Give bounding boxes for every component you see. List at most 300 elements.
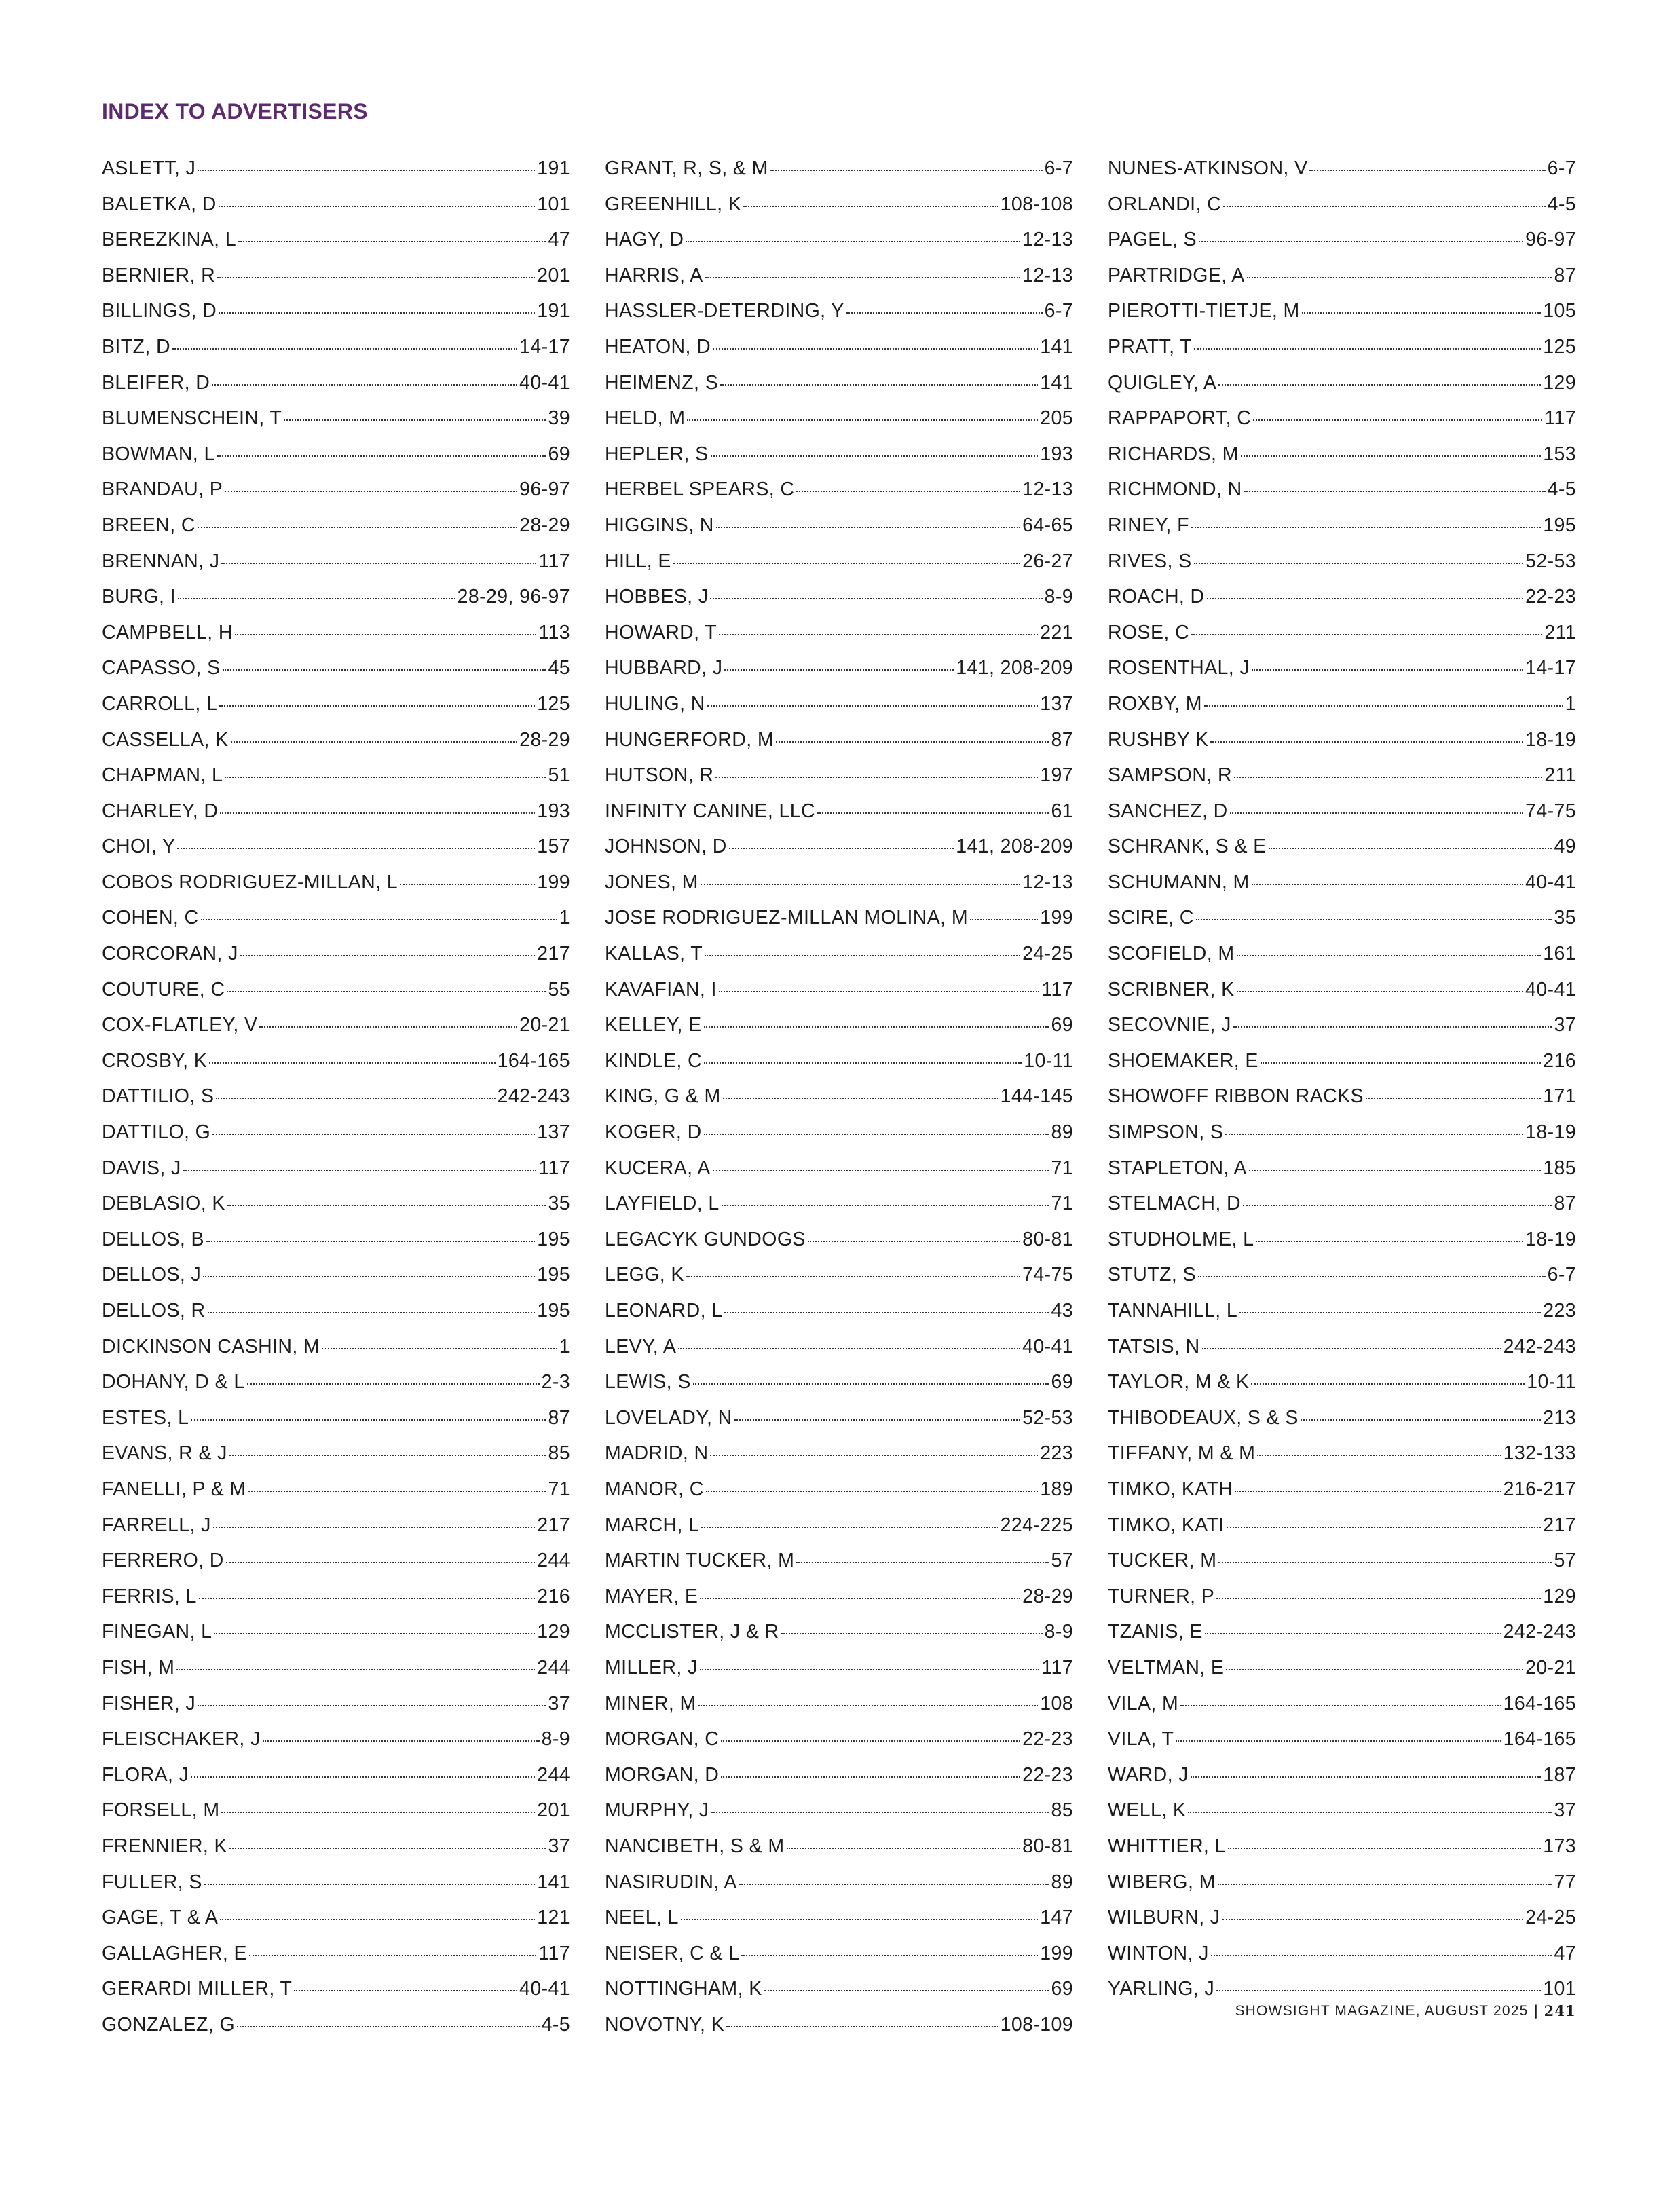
page-reference: 216-217 (1503, 1478, 1576, 1500)
advertiser-name: HARRIS, A (605, 264, 703, 286)
page-reference: 244 (537, 1763, 570, 1786)
advertiser-name: DELLOS, J (102, 1264, 202, 1286)
index-entry (102, 1193, 570, 1229)
dot-leader (693, 1383, 1049, 1385)
advertiser-name: DELLOS, B (102, 1228, 204, 1250)
advertiser-name: DELLOS, R (102, 1300, 206, 1322)
index-entry (605, 443, 1073, 479)
index-entry (605, 1907, 1073, 1943)
advertiser-name: HIGGINS, N (605, 514, 714, 536)
advertiser-name: VILA, M (1108, 1692, 1179, 1715)
advertiser-name: HOBBES, J (605, 586, 709, 608)
advertiser-name: MINER, M (605, 1692, 696, 1715)
page-reference: 37 (1554, 1014, 1576, 1036)
page-reference: 205 (1040, 407, 1073, 430)
index-entry (1108, 193, 1576, 229)
dot-leader (739, 1884, 1049, 1885)
dot-leader (710, 1455, 1038, 1456)
index-entry (102, 550, 570, 586)
advertiser-name: JOSE RODRIGUEZ-MILLAN MOLINA, M (605, 907, 968, 929)
dot-leader (1207, 598, 1524, 599)
page-reference: 43 (1051, 1300, 1073, 1322)
dot-leader (212, 384, 517, 386)
page-reference: 18-19 (1525, 728, 1576, 751)
page-reference: 117 (1041, 978, 1073, 1000)
index-entry (102, 443, 570, 479)
advertiser-name: CAMPBELL, H (102, 621, 233, 643)
page-reference: 117 (538, 550, 570, 572)
index-entry (102, 943, 570, 979)
advertiser-name: CHOI, Y (102, 836, 176, 858)
advertiser-name: NUNES-ATKINSON, V (1108, 157, 1308, 179)
page-reference: 211 (1544, 621, 1576, 643)
index-entry (102, 1157, 570, 1193)
page-reference: 37 (1554, 1799, 1576, 1822)
index-entry (605, 729, 1073, 765)
advertiser-name: WINTON, J (1108, 1942, 1209, 1964)
advertiser-name: GAGE, T & A (102, 1907, 219, 1929)
page-reference: 211 (1544, 764, 1576, 787)
dot-leader (1191, 1776, 1541, 1778)
index-entry (605, 1586, 1073, 1622)
index-entry (102, 907, 570, 943)
dot-leader (183, 1170, 537, 1171)
advertiser-name: WIBERG, M (1108, 1871, 1216, 1893)
advertiser-name: TURNER, P (1108, 1585, 1215, 1607)
page-reference: 57 (1554, 1550, 1576, 1572)
index-entry (102, 1336, 570, 1372)
dot-leader (1198, 1276, 1546, 1277)
dot-leader (214, 1633, 535, 1634)
page-reference: 8-9 (1044, 1621, 1073, 1643)
dot-leader (238, 241, 546, 242)
advertiser-name: QUIGLEY, A (1108, 371, 1217, 394)
index-entry (102, 1300, 570, 1336)
dot-leader (1226, 1669, 1523, 1670)
index-entry (1108, 1478, 1576, 1514)
dot-leader (796, 491, 1020, 492)
dot-leader (678, 1348, 1020, 1349)
page-reference: 129 (1543, 371, 1576, 394)
dot-leader (704, 1026, 1049, 1028)
index-entry (1108, 764, 1576, 800)
index-entry (1108, 872, 1576, 908)
page-reference: 96-97 (519, 479, 570, 501)
dot-leader (1253, 419, 1542, 421)
advertiser-name: WARD, J (1108, 1763, 1189, 1786)
advertiser-name: ROSE, C (1108, 621, 1189, 643)
page-reference: 77 (1554, 1871, 1576, 1893)
dot-leader (1218, 384, 1541, 386)
index-entry (1108, 1550, 1576, 1586)
dot-leader (724, 669, 954, 671)
index-entry (102, 979, 570, 1015)
page-reference: 71 (1051, 1193, 1073, 1215)
index-entry (1108, 1835, 1576, 1871)
dot-leader (1223, 206, 1545, 207)
dot-leader (1233, 1026, 1552, 1028)
dot-leader (713, 348, 1038, 350)
advertiser-name: LAYFIELD, L (605, 1193, 720, 1215)
page-reference: 164-165 (497, 1049, 570, 1072)
index-entry (102, 336, 570, 372)
advertiser-name: CARROLL, L (102, 692, 218, 715)
advertiser-name: MADRID, N (605, 1442, 709, 1465)
dot-leader (1227, 1527, 1542, 1528)
index-entry (1108, 622, 1576, 658)
index-entry (605, 1799, 1073, 1835)
footer-separator: | (1533, 2002, 1539, 2019)
index-entry (605, 657, 1073, 693)
page-reference: 10-11 (1024, 1049, 1073, 1072)
page-reference: 26-27 (1022, 550, 1073, 572)
advertiser-name: KALLAS, T (605, 943, 703, 965)
page-reference: 141, 208-209 (956, 657, 1073, 679)
index-entry (1108, 443, 1576, 479)
page-reference: 20-21 (519, 1014, 570, 1036)
index-entry (102, 1764, 570, 1800)
index-column-2 (605, 157, 1073, 2049)
dot-leader (1269, 848, 1552, 849)
dot-leader (1243, 1205, 1552, 1206)
advertiser-name: RIVES, S (1108, 550, 1192, 572)
index-entry (102, 1728, 570, 1764)
advertiser-name: LEWIS, S (605, 1371, 691, 1393)
dot-leader (1211, 1955, 1552, 1956)
index-entry (1108, 1514, 1576, 1550)
dot-leader (191, 1776, 535, 1778)
index-entry (102, 1050, 570, 1086)
page-reference: 141, 208-209 (956, 836, 1073, 858)
advertiser-name: SCHRANK, S & E (1108, 836, 1267, 858)
page-reference: 40-41 (519, 1978, 570, 2000)
index-entry (605, 586, 1073, 622)
index-entry (102, 157, 570, 193)
index-entry (1108, 907, 1576, 943)
advertiser-name: BEREZKINA, L (102, 229, 237, 251)
page-reference: 37 (548, 1692, 570, 1715)
dot-leader (203, 1276, 535, 1277)
dot-leader (706, 1491, 1039, 1492)
advertiser-name: MORGAN, D (605, 1763, 720, 1786)
advertiser-name: LEVY, A (605, 1335, 677, 1358)
dot-leader (172, 348, 517, 350)
index-entry (605, 1336, 1073, 1372)
dot-leader (1196, 919, 1552, 920)
advertiser-name: TIMKO, KATI (1108, 1514, 1225, 1536)
dot-leader (701, 884, 1020, 885)
page-reference: 141 (537, 1871, 570, 1893)
dot-leader (686, 1276, 1020, 1277)
dot-leader (970, 919, 1038, 920)
advertiser-name: HILL, E (605, 550, 671, 572)
page-reference: 51 (548, 764, 570, 787)
page-reference: 4-5 (541, 2013, 570, 2036)
page-reference: 132-133 (1503, 1442, 1576, 1465)
index-entry (605, 265, 1073, 301)
dot-leader (1302, 312, 1542, 314)
dot-leader (400, 884, 535, 885)
page-reference: 195 (537, 1228, 570, 1250)
page-reference: 69 (1051, 1014, 1073, 1036)
dot-leader (1251, 1383, 1525, 1385)
page-reference: 199 (1040, 1942, 1073, 1964)
page-reference: 193 (1040, 443, 1073, 465)
index-entry (1108, 657, 1576, 693)
advertiser-name: WHITTIER, L (1108, 1835, 1226, 1857)
page-reference: 108-109 (1000, 2013, 1073, 2036)
page-title: INDEX TO ADVERTISERS (102, 99, 368, 124)
advertiser-name: LEGG, K (605, 1264, 684, 1286)
dot-leader (1218, 1884, 1552, 1885)
page-reference: 57 (1051, 1550, 1073, 1572)
dot-leader (178, 598, 455, 599)
index-entry (1108, 300, 1576, 336)
advertiser-name: SCHUMANN, M (1108, 871, 1250, 893)
index-entry (605, 1693, 1073, 1729)
index-entry (102, 514, 570, 550)
index-entry (605, 2014, 1073, 2050)
index-entry (1108, 1157, 1576, 1193)
advertiser-name: HASSLER-DETERDING, Y (605, 300, 844, 322)
dot-leader (716, 527, 1020, 528)
index-entry (605, 336, 1073, 372)
advertiser-name: KAVAFIAN, I (605, 978, 717, 1000)
index-entry (605, 372, 1073, 408)
advertiser-name: LEONARD, L (605, 1300, 723, 1322)
page-reference: 223 (1040, 1442, 1073, 1465)
page-reference: 223 (1543, 1300, 1576, 1322)
index-entry (605, 1264, 1073, 1300)
index-entry (102, 1371, 570, 1407)
dot-leader (741, 1955, 1038, 1956)
index-entry (102, 1478, 570, 1514)
dot-leader (198, 170, 535, 171)
page-reference: 12-13 (1022, 229, 1073, 251)
index-entry (1108, 693, 1576, 729)
index-entry (605, 693, 1073, 729)
page-reference: 87 (1554, 264, 1576, 286)
dot-leader (217, 277, 535, 278)
index-entry (605, 479, 1073, 514)
advertiser-name: ROXBY, M (1108, 692, 1202, 715)
index-entry (1108, 336, 1576, 372)
advertiser-name: HULING, N (605, 692, 705, 715)
dot-leader (817, 812, 1049, 814)
advertiser-name: GREENHILL, K (605, 193, 742, 215)
index-entry (102, 1229, 570, 1265)
index-entry (605, 872, 1073, 908)
index-entry (605, 1621, 1073, 1657)
advertiser-name: DATTILIO, S (102, 1085, 214, 1108)
page-reference: 28-29, 96-97 (457, 586, 570, 608)
advertiser-name: FLORA, J (102, 1763, 189, 1786)
dot-leader (227, 1205, 546, 1206)
page-reference: 22-23 (1525, 586, 1576, 608)
index-entry (605, 229, 1073, 265)
index-entry (1108, 1014, 1576, 1050)
dot-leader (687, 419, 1038, 421)
index-entry (102, 1978, 570, 2014)
advertiser-name: BERNIER, R (102, 264, 216, 286)
advertiser-name: FERRERO, D (102, 1550, 224, 1572)
advertiser-name: FLEISCHAKER, J (102, 1728, 261, 1751)
page-reference: 24-25 (1022, 943, 1073, 965)
advertiser-name: BLEIFER, D (102, 371, 210, 394)
dot-leader (1234, 777, 1542, 778)
advertiser-name: MORGAN, C (605, 1728, 720, 1751)
index-entry (1108, 1371, 1576, 1407)
advertiser-name: EVANS, R & J (102, 1442, 227, 1465)
advertiser-name: STUTZ, S (1108, 1264, 1196, 1286)
dot-leader (713, 1170, 1049, 1171)
index-entry (102, 1407, 570, 1443)
page-reference: 87 (1051, 728, 1073, 751)
advertiser-name: KUCERA, A (605, 1157, 711, 1179)
advertiser-name: HEIMENZ, S (605, 371, 719, 394)
page-reference: 40-41 (1525, 871, 1576, 893)
index-entry (102, 1907, 570, 1943)
dot-leader (198, 527, 517, 528)
dot-leader (1366, 1098, 1541, 1099)
advertiser-name: DATTILO, G (102, 1121, 211, 1144)
page-reference: 12-13 (1022, 264, 1073, 286)
dot-leader (734, 1419, 1020, 1421)
dot-leader (219, 206, 536, 207)
dot-leader (711, 455, 1039, 457)
page-reference: 14-17 (1525, 657, 1576, 679)
advertiser-name: FISH, M (102, 1656, 175, 1679)
index-entry (102, 1586, 570, 1622)
page-reference: 244 (537, 1656, 570, 1679)
page-reference: 108-108 (1000, 193, 1073, 215)
dot-leader (231, 741, 518, 743)
advertiser-name: FISHER, J (102, 1692, 196, 1715)
page-reference: 6-7 (1547, 157, 1576, 179)
index-entry (605, 1835, 1073, 1871)
page-reference: 35 (548, 1193, 570, 1215)
index-entry (1108, 1943, 1576, 1979)
page-reference: 189 (1040, 1478, 1073, 1500)
index-entry (102, 229, 570, 265)
advertiser-name: SIMPSON, S (1108, 1121, 1224, 1144)
advertiser-name: TIMKO, KATH (1108, 1478, 1233, 1500)
dot-leader (743, 206, 998, 207)
advertiser-name: PAGEL, S (1108, 229, 1197, 251)
page-reference: 153 (1543, 443, 1576, 465)
page-reference: 74-75 (1525, 800, 1576, 822)
dot-leader (808, 1241, 1020, 1242)
index-entry (605, 1764, 1073, 1800)
advertiser-name: VELTMAN, E (1108, 1656, 1225, 1679)
dot-leader (229, 1455, 546, 1456)
advertiser-name: CAPASSO, S (102, 657, 221, 679)
advertiser-name: NOTTINGHAM, K (605, 1978, 762, 2000)
advertiser-name: DOHANY, D & L (102, 1371, 245, 1393)
advertiser-name: COBOS RODRIGUEZ-MILLAN, L (102, 871, 398, 893)
advertiser-name: SHOWOFF RIBBON RACKS (1108, 1085, 1364, 1108)
page-reference: 28-29 (519, 514, 570, 536)
advertiser-name: HAGY, D (605, 229, 684, 251)
advertiser-name: FULLER, S (102, 1871, 202, 1893)
index-entry (1108, 1264, 1576, 1300)
index-entry (1108, 1728, 1576, 1764)
dot-leader (673, 563, 1020, 564)
dot-leader (1256, 1241, 1523, 1242)
advertiser-name: KELLEY, E (605, 1014, 702, 1036)
advertiser-name: JONES, M (605, 871, 698, 893)
page-reference: 185 (1543, 1157, 1576, 1179)
page-reference: 47 (548, 229, 570, 251)
page-reference: 199 (537, 871, 570, 893)
dot-leader (219, 705, 535, 707)
dot-leader (796, 1562, 1049, 1563)
dot-leader (294, 1990, 517, 1991)
index-entry (1108, 1871, 1576, 1907)
dot-leader (177, 848, 535, 849)
page-reference: 6-7 (1547, 1264, 1576, 1286)
advertiser-name: SCOFIELD, M (1108, 943, 1235, 965)
dot-leader (1261, 1062, 1541, 1064)
dot-leader (1180, 1705, 1501, 1706)
dot-leader (1237, 991, 1524, 992)
page-reference: 117 (538, 1157, 570, 1179)
dot-leader (1218, 1562, 1552, 1563)
advertiser-name: DICKINSON CASHIN, M (102, 1335, 320, 1358)
page-footer (1235, 2002, 1576, 2019)
page-reference: 191 (537, 300, 570, 322)
index-entry (1108, 1442, 1576, 1478)
index-entry (102, 622, 570, 658)
page-reference: 89 (1051, 1121, 1073, 1144)
index-entry (605, 407, 1073, 443)
dot-leader (846, 312, 1043, 314)
index-entry (605, 622, 1073, 658)
dot-leader (229, 1848, 546, 1849)
page-reference: 164-165 (1503, 1728, 1576, 1751)
page-reference: 244 (537, 1550, 570, 1572)
page-reference: 1 (1565, 692, 1576, 715)
index-entry (605, 1085, 1073, 1121)
page-reference: 35 (1554, 907, 1576, 929)
index-entry (102, 2014, 570, 2050)
dot-leader (1210, 741, 1523, 743)
index-column-1 (102, 157, 570, 2049)
page-reference: 71 (1051, 1157, 1073, 1179)
page-reference: 69 (1051, 1978, 1073, 2000)
dot-leader (226, 1562, 535, 1563)
page-reference: 20-21 (1525, 1656, 1576, 1679)
dot-leader (1244, 491, 1546, 492)
index-entry (102, 1442, 570, 1478)
page-reference: 85 (1051, 1799, 1073, 1822)
page-reference: 52-53 (1525, 550, 1576, 572)
index-entry (605, 300, 1073, 336)
advertiser-name: ASLETT, J (102, 157, 196, 179)
page-reference: 216 (537, 1585, 570, 1607)
page-reference: 37 (548, 1835, 570, 1857)
index-entry (102, 586, 570, 622)
index-entry (605, 157, 1073, 193)
dot-leader (1191, 527, 1541, 528)
dot-leader (237, 2026, 540, 2027)
advertiser-name: NOVOTNY, K (605, 2013, 725, 2036)
index-entry (1108, 407, 1576, 443)
dot-leader (235, 634, 536, 635)
advertiser-name: PIEROTTI-TIETJE, M (1108, 300, 1300, 322)
advertiser-name: FINEGAN, L (102, 1621, 212, 1643)
page-reference: 74-75 (1022, 1264, 1073, 1286)
